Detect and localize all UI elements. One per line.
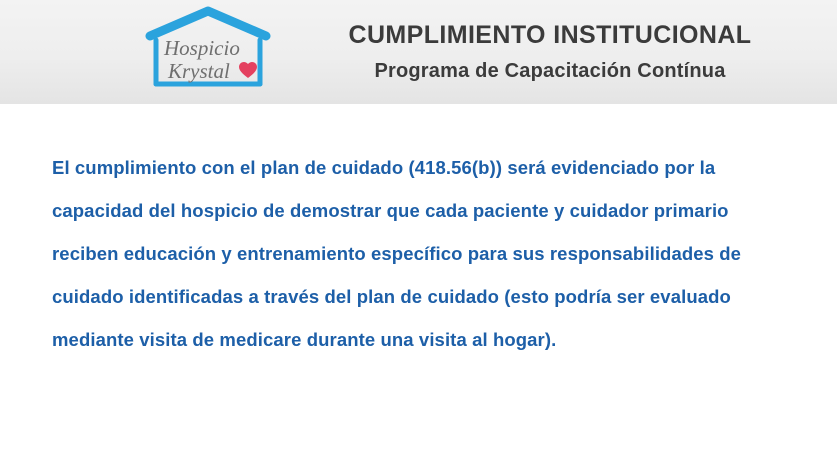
svg-text:Hospicio: Hospicio xyxy=(164,36,240,60)
slide-header xyxy=(0,0,837,105)
hospicio-krystal-logo xyxy=(138,6,278,98)
svg-text:Krystal: Krystal xyxy=(168,59,230,83)
body-paragraph: El cumplimiento con el plan de cuidado (418.56(b)) será evidenciado por la capacidad del hospicio de demostrar que cada paciente y cuidador primario reciben educación y entrenamiento específico para sus responsabilidades de cuidado identificadas a través del plan de cuidado (esto podría ser evaluado mediante visita de medicare durante una visita al hogar). xyxy=(52,157,742,350)
logo-icon xyxy=(138,6,278,98)
slide-body xyxy=(0,104,837,472)
header-titles xyxy=(280,0,820,104)
page-title: CUMPLIMIENTO INSTITUCIONAL xyxy=(348,21,752,50)
page-subtitle: Programa de Capacitación Contínua xyxy=(374,59,726,82)
